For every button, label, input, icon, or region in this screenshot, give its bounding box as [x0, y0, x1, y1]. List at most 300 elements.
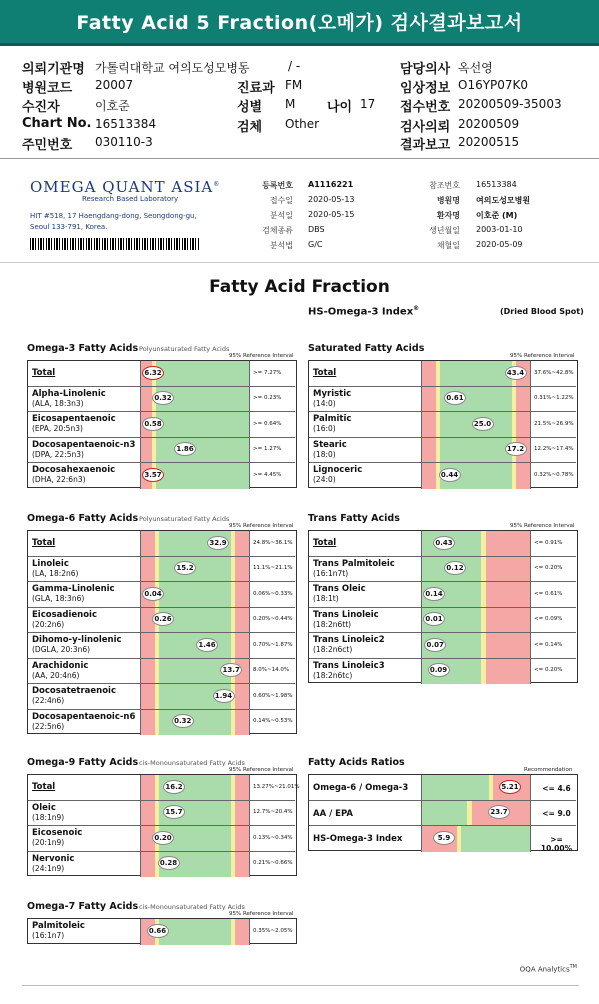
result-bar	[421, 387, 531, 412]
analyte-name	[313, 610, 379, 630]
bar-segment	[486, 557, 530, 582]
analyte-name	[32, 782, 55, 792]
bar-segment	[159, 582, 230, 607]
result-row	[28, 710, 295, 736]
barcode	[30, 238, 200, 250]
reference-range: >= 7.27%	[253, 369, 282, 376]
logo-reg: ®	[213, 181, 221, 188]
result-bar	[421, 775, 531, 800]
bar-segment	[156, 361, 249, 386]
result-row	[309, 361, 576, 387]
result-row	[28, 531, 295, 557]
report-title: Fatty Acid 5 Fraction(오메가) 검사결과보고서	[76, 12, 523, 34]
bar-segment	[486, 633, 530, 658]
result-bar	[421, 582, 531, 607]
reference-range: 0.35%~2.05%	[253, 927, 293, 934]
result-value: 0.32	[172, 714, 194, 728]
bar-segment	[141, 438, 152, 463]
result-value: 13.7	[220, 663, 242, 677]
analyte-sub: (DHA, 22:6n3)	[32, 475, 86, 484]
analyte-name	[313, 584, 366, 604]
result-row	[28, 582, 295, 608]
analyte-label: Myristic	[313, 388, 352, 399]
result-value: 43.4	[505, 366, 527, 380]
analyte-sub: (18:1t)	[313, 594, 339, 603]
result-bar	[140, 852, 250, 878]
analyte-name	[32, 368, 55, 378]
result-value: 5.21	[499, 780, 521, 794]
header-label: 담당의사	[400, 62, 451, 77]
bar-segment	[141, 775, 155, 800]
result-bar	[140, 659, 250, 684]
result-row	[309, 463, 576, 489]
analyte-name	[313, 389, 351, 409]
analyte-label: Trans Oleic	[313, 584, 366, 594]
bar-segment	[141, 633, 155, 658]
record-value: 이호준 (M)	[476, 211, 518, 220]
analyte-name	[32, 440, 135, 460]
result-row	[28, 438, 295, 464]
analyte-name	[313, 440, 347, 460]
result-value: 0.61	[444, 391, 466, 405]
result-bar	[140, 710, 250, 736]
analyte-label: Palmitoleic	[32, 921, 85, 931]
bar-segment	[156, 412, 249, 437]
analyte-label: Total	[313, 538, 337, 548]
record-value: 2003-01-10	[476, 225, 523, 234]
analyte-name	[313, 538, 336, 548]
analyte-name	[32, 538, 55, 548]
hs-label-text: HS-Omega-3 Index	[308, 306, 414, 318]
reference-range: 21.5%~26.9%	[534, 420, 574, 427]
analyte-sub: (20:1n9)	[32, 838, 65, 847]
analyte-label: Palmitic	[313, 414, 352, 424]
result-row	[28, 775, 300, 801]
analyte-name	[32, 559, 78, 579]
record-key: 검체종류	[262, 226, 293, 235]
bar-segment	[156, 438, 249, 463]
section-title: Omega-7 Fatty Acids	[27, 901, 139, 912]
bar-segment	[486, 531, 530, 556]
result-row	[309, 633, 576, 659]
result-row	[309, 531, 576, 557]
reference-header: 95% Reference Interval	[229, 523, 294, 529]
analyte-name	[313, 809, 353, 819]
header-value: FM	[285, 78, 303, 92]
reference-range: <= 0.20%	[534, 565, 563, 572]
header-value: 20200509	[458, 117, 520, 131]
result-row	[309, 557, 576, 583]
analyte-name	[32, 712, 135, 732]
result-bar	[421, 412, 531, 437]
analyte-name	[32, 803, 64, 823]
footer-line	[22, 985, 579, 986]
analyte-name	[313, 559, 395, 579]
bar-segment	[141, 659, 155, 684]
record-value: DBS	[308, 225, 325, 234]
bar-segment	[235, 775, 249, 800]
header-label: 병원코드	[22, 81, 73, 96]
hs-reg: ®	[413, 305, 420, 312]
header-value: M	[285, 97, 296, 111]
lab-address: Seoul 133-791, Korea.	[30, 223, 108, 231]
analyte-label: Trans Linoleic	[313, 609, 379, 620]
analyte-label: Alpha-Linolenic	[32, 388, 106, 399]
record-value: 2020-05-09	[476, 240, 523, 249]
result-bar	[140, 582, 250, 607]
hs-omega-label	[308, 305, 419, 317]
result-bar	[140, 387, 250, 412]
analyte-name	[32, 610, 97, 630]
bar-segment	[141, 852, 155, 878]
result-value: 0.32	[152, 391, 174, 405]
header-label: 나이	[327, 100, 353, 115]
result-value: 0.28	[158, 856, 180, 870]
bar-segment	[461, 826, 530, 852]
result-bar	[421, 659, 531, 685]
section-subtitle: cis-Monounsaturated Fatty Acids	[139, 903, 245, 911]
footer-text: OQA Analytics	[519, 965, 570, 974]
bar-segment	[235, 826, 249, 851]
analyte-label: Docosahexaenoic	[32, 465, 116, 475]
analyte-sub: (16:1n7)	[32, 931, 65, 940]
reference-header: 95% Reference Interval	[229, 353, 294, 359]
bar-segment	[141, 557, 155, 582]
analyte-name	[32, 661, 88, 681]
analyte-label: Eicosenoic	[32, 828, 83, 838]
analyte-sub: (24:0)	[313, 475, 336, 484]
analyte-label: Trans Linoleic2	[313, 635, 385, 645]
result-row	[28, 826, 295, 852]
result-bar	[421, 826, 531, 852]
lab-logo	[30, 178, 220, 196]
result-value: 15.2	[174, 561, 196, 575]
reference-header: Recommendation	[524, 767, 573, 773]
result-bar	[421, 361, 531, 386]
header-label: 결과보고	[400, 138, 451, 153]
result-value: 0.01	[423, 612, 445, 626]
result-value: 1.46	[196, 638, 218, 652]
result-value: 32.9	[207, 536, 229, 550]
result-bar	[140, 412, 250, 437]
header-dash: / -	[288, 59, 301, 73]
header-label: 검체	[237, 120, 263, 135]
reference-range: 0.13%~0.34%	[253, 834, 293, 841]
result-row	[28, 633, 295, 659]
reference-range: >= 10.00%	[540, 834, 573, 853]
result-bar	[421, 463, 531, 489]
footer-brand	[520, 964, 577, 973]
result-value: 0.66	[147, 924, 169, 938]
analyte-label: Arachidonic	[32, 660, 89, 671]
result-row	[28, 608, 295, 634]
bar-segment	[159, 633, 230, 658]
result-bar	[140, 463, 250, 489]
reference-range: 0.21%~0.66%	[253, 860, 293, 867]
bar-segment	[141, 387, 152, 412]
reference-range: 0.20%~0.44%	[253, 616, 293, 623]
result-row	[28, 361, 295, 387]
analyte-name	[32, 584, 115, 604]
analyte-label: Docosatetraenoic	[32, 686, 116, 696]
analyte-name	[32, 828, 82, 848]
bar-segment	[235, 608, 249, 633]
header-value: 이호준	[95, 99, 130, 113]
divider	[0, 158, 599, 159]
reference-range: 13.27%~21.01%	[253, 783, 300, 790]
header-label: Chart No.	[22, 116, 92, 131]
reference-range: <= 0.61%	[534, 590, 563, 597]
analyte-sub: (18:0)	[313, 449, 336, 459]
lab-tagline: Research Based Laboratory	[82, 195, 179, 203]
analyte-label: HS-Omega-3 Index	[313, 834, 403, 844]
header-value: 가톨릭대학교 여의도성모병동	[95, 61, 250, 75]
reference-range: 12.7%~20.4%	[253, 809, 293, 816]
section-subtitle: Polyunsaturated Fatty Acids	[139, 515, 230, 523]
bar-segment	[159, 919, 230, 945]
analyte-sub: (16:0)	[313, 424, 336, 433]
bar-segment	[440, 438, 511, 463]
result-value: 1.94	[213, 689, 235, 703]
section-title: Omega-9 Fatty Acids	[27, 757, 139, 768]
divider	[0, 262, 599, 263]
result-value: 0.04	[142, 587, 164, 601]
result-row	[28, 659, 295, 685]
header-label: 진료과	[237, 81, 275, 96]
analyte-name	[313, 465, 362, 485]
result-row	[28, 463, 295, 489]
bar-segment	[141, 801, 155, 826]
reference-range: 0.60%~1.98%	[253, 692, 293, 699]
result-bar	[140, 775, 250, 800]
result-bar	[421, 531, 531, 556]
result-value: 23.7	[488, 805, 510, 819]
result-value: 0.14	[423, 587, 445, 601]
result-row	[28, 684, 295, 710]
bar-segment	[486, 608, 530, 633]
results-table	[308, 360, 578, 488]
header-value: 20200515	[458, 135, 520, 149]
reference-range: <= 0.20%	[534, 667, 563, 674]
analyte-name	[32, 921, 85, 941]
reference-range: <= 0.14%	[534, 641, 563, 648]
analyte-label: Oleic	[32, 802, 56, 813]
analyte-name	[32, 686, 116, 706]
analyte-label: AA / EPA	[313, 808, 354, 819]
reference-range: 0.14%~0.53%	[253, 718, 293, 725]
reference-header: 95% Reference Interval	[510, 523, 575, 529]
analyte-label: Docosapentaenoic-n6	[32, 711, 136, 722]
header-value: 16513384	[95, 117, 157, 131]
result-bar	[140, 438, 250, 463]
result-row	[28, 387, 295, 413]
header-value: 20200509-35003	[458, 97, 562, 111]
analyte-name	[32, 414, 116, 434]
analyte-sub: (18:1n9)	[32, 812, 65, 822]
result-row	[309, 826, 576, 852]
section-title: Omega-6 Fatty Acids	[27, 513, 139, 524]
analyte-sub: (14:0)	[313, 398, 336, 408]
record-key: 접수일	[269, 196, 293, 205]
result-bar	[140, 684, 250, 709]
results-table	[27, 918, 297, 944]
section-title: Omega-3 Fatty Acids	[27, 343, 139, 354]
analyte-sub: (22:5n6)	[32, 721, 65, 731]
results-table	[308, 774, 578, 851]
reference-header: 95% Reference Interval	[229, 911, 294, 917]
result-row	[28, 412, 295, 438]
analyte-sub: (AA, 20:4n6)	[32, 670, 80, 680]
record-value: A1116221	[308, 180, 354, 189]
reference-range: 0.70%~1.87%	[253, 641, 293, 648]
reference-header: 95% Reference Interval	[229, 767, 294, 773]
result-row	[28, 801, 295, 827]
header-value: Other	[285, 117, 320, 131]
bar-segment	[486, 659, 530, 685]
result-row	[28, 557, 295, 583]
bar-segment	[422, 775, 489, 800]
result-value: 25.0	[472, 417, 494, 431]
record-key: 분석법	[269, 241, 293, 250]
result-value: 17.2	[505, 442, 527, 456]
result-row	[309, 801, 576, 827]
result-value: 0.44	[439, 468, 461, 482]
header-label: 성별	[237, 100, 263, 115]
record-key: 등록번호	[262, 181, 293, 190]
analyte-sub: (DPA, 22:5n3)	[32, 449, 84, 459]
title-bar	[0, 0, 599, 46]
logo-text: OMEGA QUANT ASIA	[30, 178, 214, 196]
reference-range: 24.8%~36.1%	[253, 539, 293, 546]
result-bar	[421, 557, 531, 582]
result-value: 0.43	[433, 536, 455, 550]
analyte-name	[32, 635, 122, 655]
result-value: 0.12	[444, 561, 466, 575]
result-bar	[421, 633, 531, 658]
result-value: 1.86	[174, 442, 196, 456]
section-title: Trans Fatty Acids	[308, 513, 400, 524]
bar-segment	[422, 361, 436, 386]
reference-range: 37.6%~42.8%	[534, 369, 574, 376]
analyte-sub: (20:2n6)	[32, 619, 65, 629]
analyte-name	[313, 635, 385, 655]
reference-range: 0.06%~0.33%	[253, 590, 293, 597]
analyte-sub: (16:1n7t)	[313, 568, 349, 578]
result-value: 5.9	[433, 831, 455, 845]
bar-segment	[235, 919, 249, 945]
footer-tm: TM	[569, 964, 577, 970]
bar-segment	[235, 710, 249, 736]
result-value: 0.07	[424, 638, 446, 652]
header-value: O16YP07K0	[458, 78, 529, 92]
analyte-sub: (18:2n6ct)	[313, 645, 353, 654]
header-value: 030110-3	[95, 135, 153, 149]
result-bar	[140, 826, 250, 851]
bar-segment	[159, 710, 230, 736]
record-key: 분석일	[269, 211, 293, 220]
section-title: Fatty Acids Ratios	[308, 757, 405, 768]
analyte-name	[313, 368, 336, 378]
analyte-name	[32, 465, 115, 485]
result-bar	[421, 608, 531, 633]
bar-segment	[422, 801, 467, 826]
result-row	[309, 659, 576, 685]
record-key: 병원명	[436, 196, 460, 205]
result-value: 16.2	[163, 780, 185, 794]
analyte-name	[313, 661, 385, 681]
reference-range: >= 0.64%	[253, 420, 282, 427]
analyte-label: Stearic	[313, 439, 347, 450]
record-value: 여의도성모병원	[476, 196, 531, 205]
record-key: 채혈일	[436, 241, 460, 250]
bar-segment	[235, 684, 249, 709]
analyte-name	[313, 414, 351, 434]
reference-range: >= 0.23%	[253, 395, 282, 402]
result-value: 6.32	[142, 366, 164, 380]
header-value: 20007	[95, 78, 134, 92]
reference-range: <= 0.91%	[534, 539, 563, 546]
header-label: 주민번호	[22, 138, 73, 153]
bar-segment	[422, 438, 436, 463]
header-label: 임상정보	[400, 81, 451, 96]
bar-segment	[235, 801, 249, 826]
bar-segment	[440, 361, 511, 386]
header-label: 수진자	[22, 100, 60, 115]
reference-range: 0.32%~0.78%	[534, 471, 574, 478]
reference-range: 12.2%~17.4%	[534, 446, 574, 453]
header-label: 검사의뢰	[400, 120, 451, 135]
analyte-label: Trans Palmitoleic	[313, 558, 395, 569]
analyte-label: Dihomo-y-linolenic	[32, 635, 122, 645]
result-row	[309, 775, 576, 801]
bar-segment	[486, 582, 530, 607]
analyte-label: Trans Linoleic3	[313, 660, 385, 671]
reference-header: 95% Reference Interval	[510, 353, 575, 359]
reference-range: >= 1.27%	[253, 446, 282, 453]
section-title: Saturated Fatty Acids	[308, 343, 425, 354]
record-value: 2020-05-13	[308, 195, 355, 204]
record-value: 16513384	[476, 180, 517, 189]
reference-range: <= 9.0	[542, 809, 571, 819]
analyte-label: Omega-6 / Omega-3	[313, 783, 409, 793]
header-label: 접수번호	[400, 100, 451, 115]
dried-blood-spot: (Dried Blood Spot)	[500, 307, 584, 316]
result-bar	[140, 361, 250, 386]
result-value: 0.20	[152, 831, 174, 845]
bar-segment	[516, 463, 530, 489]
analyte-sub: (22:4n6)	[32, 696, 65, 705]
result-row	[309, 582, 576, 608]
result-bar	[140, 557, 250, 582]
bar-segment	[235, 582, 249, 607]
analyte-sub: (EPA, 20:5n3)	[32, 424, 83, 433]
bar-segment	[141, 684, 155, 709]
analyte-sub: (ALA, 18:3n3)	[32, 398, 84, 408]
result-value: 0.58	[142, 417, 164, 431]
header-value: 옥선영	[458, 61, 493, 75]
reference-range: 11.1%~21.1%	[253, 565, 293, 572]
record-value: G/C	[308, 240, 323, 249]
result-row	[309, 608, 576, 634]
bar-segment	[235, 852, 249, 878]
result-bar	[140, 531, 250, 556]
analyte-sub: (GLA, 18:3n6)	[32, 594, 85, 603]
section-subtitle: Polyunsaturated Fatty Acids	[139, 345, 230, 353]
analyte-label: Total	[32, 538, 56, 548]
result-bar	[140, 633, 250, 658]
reference-range: <= 0.09%	[534, 616, 563, 623]
result-row	[309, 438, 576, 464]
